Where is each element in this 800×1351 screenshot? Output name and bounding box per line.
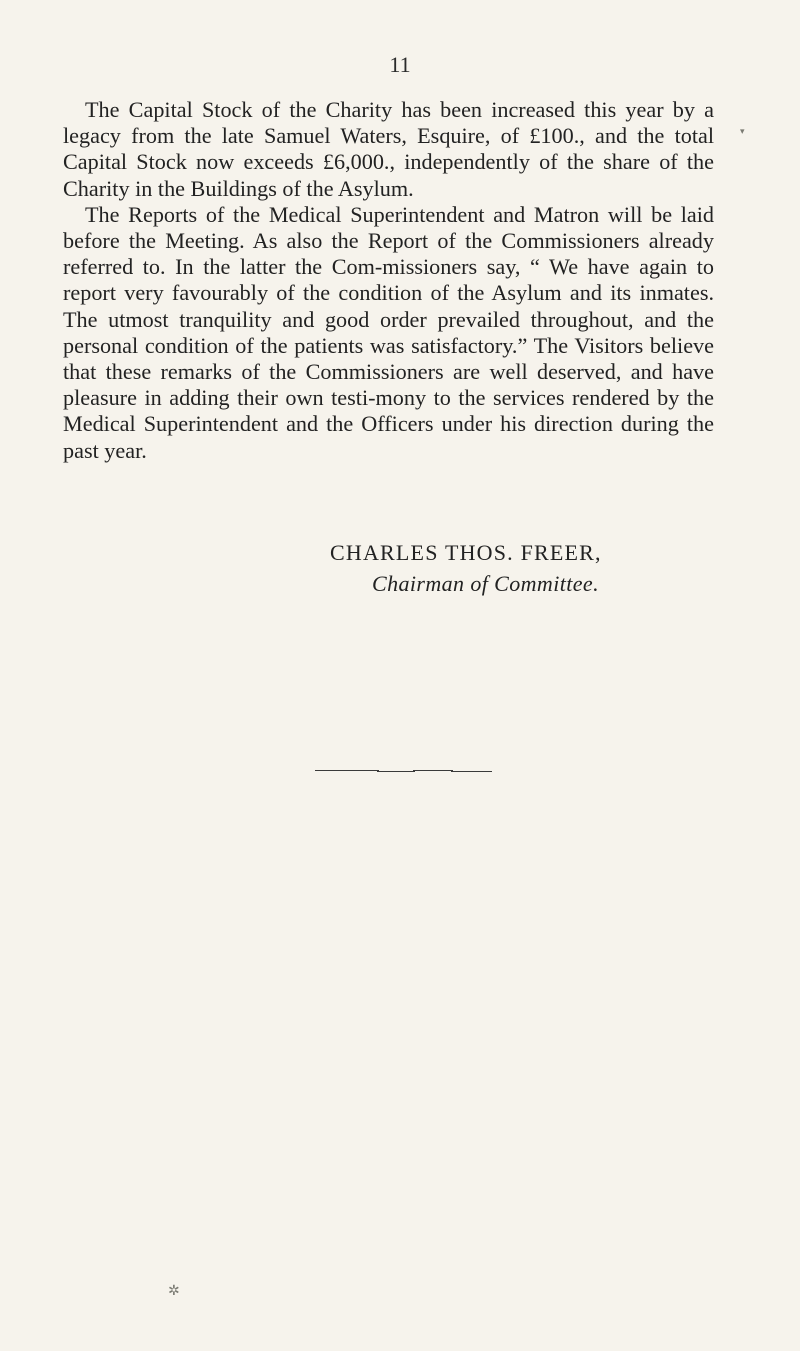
margin-speck-mark: ▾ — [740, 126, 745, 136]
page-number: 11 — [389, 52, 411, 77]
foot-ornament-mark: ✲ — [168, 1284, 180, 1299]
signatory-name: CHARLES THOS. FREER, — [330, 540, 602, 565]
paragraph-capital-stock: The Capital Stock of the Charity has been increased this year by a legacy from the late Samuel Waters, Esquire, of £100., and the total Capital Stock now exceeds £6,000., independently of the share of the Charity in the Buildings of the Asylum. — [63, 97, 714, 201]
body-text — [63, 97, 714, 464]
signatory-title: Chairman of Committee. — [372, 571, 599, 596]
closing-rule — [315, 770, 492, 772]
paragraph-reports: The Reports of the Medical Superintendent and Matron will be laid before the Meeting. As also the Report of the Commissioners already referred to. In the latter the Com-missioners say, “ We have again to report very favourably of the condition of the Asylum and its inmates. The utmost tranquility and good order prevailed throughout, and the personal condition of the patients was satisfactory.” The Visitors believe that these remarks of the Commissioners are well deserved, and have pleasure in adding their own testi-mony to the services rendered by the Medical Superintendent and the Officers under his direction during the past year. — [63, 201, 714, 463]
